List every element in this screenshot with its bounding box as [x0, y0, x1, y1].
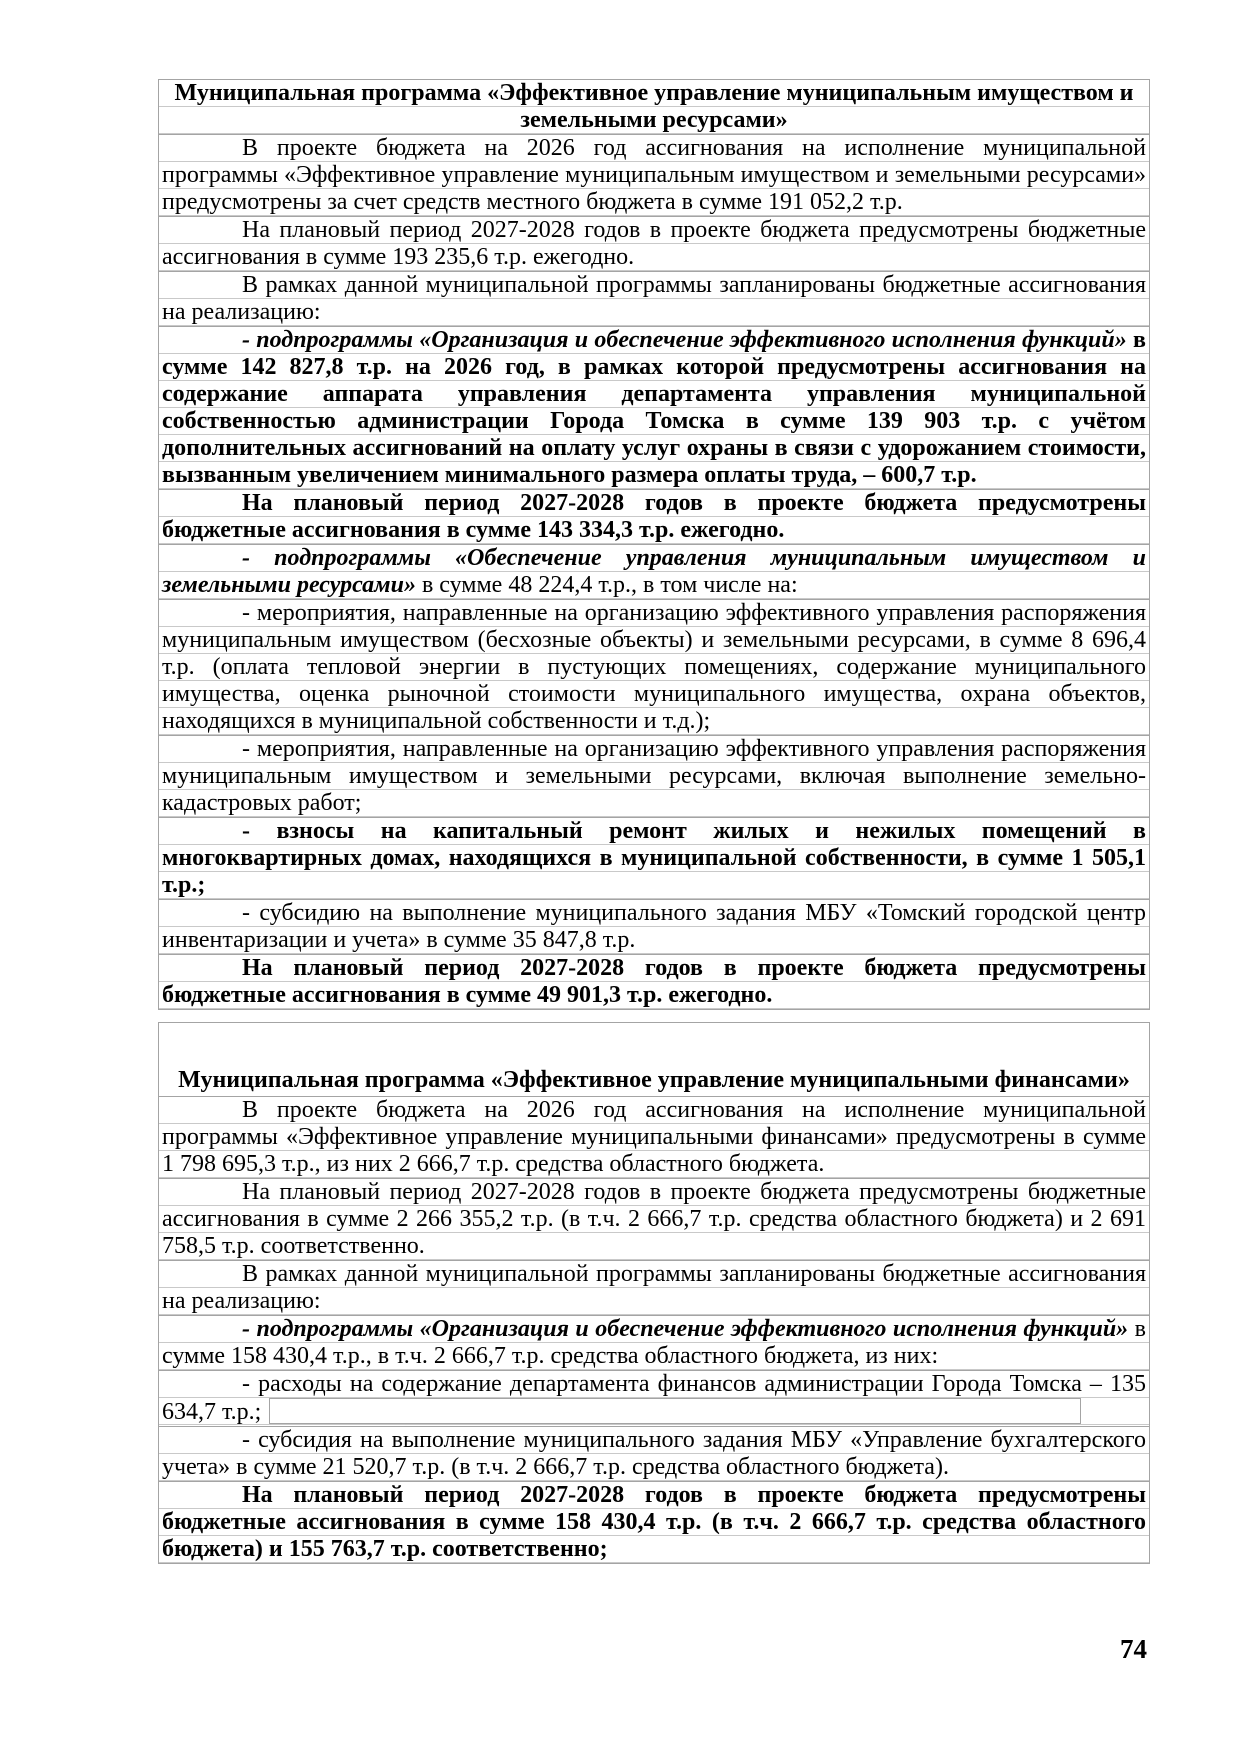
text-run: - субсидия на выполнение муниципального задания МБУ «Управление бухгалтерского учета» в сумме 21 520,7 т.р. (в т.ч. 2 666,7 т.р. средства областного бюджета).: [162, 1427, 1146, 1480]
paragraph: [158, 735, 1150, 818]
paragraph: [158, 489, 1150, 545]
paragraph: [158, 216, 1150, 272]
text-run: - расходы на содержание департамента финансов администрации Города Томска – 135 634,7 т.р.;: [162, 1371, 1146, 1425]
empty-textbox: [269, 1398, 1081, 1424]
section-paragraphs: [158, 134, 1150, 1010]
paragraph: [158, 1178, 1150, 1261]
document-content: [158, 80, 1150, 1564]
paragraph: [158, 326, 1150, 490]
text-run: - подпрограммы «Организация и обеспечение эффективного исполнения функций»: [242, 1316, 1129, 1342]
text-run: в сумме 48 224,4 т.р., в том числе на:: [415, 572, 798, 598]
text-run: На плановый период 2027-2028 годов в проекте бюджета предусмотрены бюджетные ассигнования в сумме 193 235,6 т.р. ежегодно.: [162, 217, 1146, 270]
paragraph: [158, 1315, 1150, 1371]
text-run: - взносы на капитальный ремонт жилых и нежилых помещений в многоквартирных домах, находящихся в муниципальной собственности, в сумме 1 505,1 т.р.;: [162, 818, 1146, 898]
paragraph: [158, 1426, 1150, 1482]
text-run: На плановый период 2027-2028 годов в проекте бюджета предусмотрены бюджетные ассигнования в сумме 158 430,4 т.р. (в т.ч. 2 666,7 т.р. средства областного бюджета) и 155 763,7 т.р. соответственно;: [162, 1482, 1146, 1562]
text-run: На плановый период 2027-2028 годов в проекте бюджета предусмотрены бюджетные ассигнования в сумме 49 901,3 т.р. ежегодно.: [162, 955, 1146, 1008]
paragraph: [158, 544, 1150, 600]
section-title: Муниципальная программа «Эффективное управление муниципальными финансами»: [158, 1022, 1150, 1097]
paragraph: [158, 1370, 1150, 1427]
paragraph: [158, 817, 1150, 900]
text-run: - субсидию на выполнение муниципального задания МБУ «Томский городской центр инвентаризации и учета» в сумме 35 847,8 т.р.: [162, 900, 1146, 953]
text-run: - мероприятия, направленные на организацию эффективного управления распоряжения муниципальным имуществом (бесхозные объекты) и земельными ресурсами, в сумме 8 696,4 т.р. (оплата тепловой энергии в пустующих помещениях, содержание муниципального имущества, оценка рыночной стоимости муниципального имущества, охрана объектов, находящихся в муниципальной собственности и т.д.);: [162, 600, 1146, 734]
section-municipal-property: [158, 79, 1150, 1010]
section-municipal-finance: [158, 1022, 1150, 1564]
section-paragraphs: [158, 1096, 1150, 1564]
paragraph: [158, 1260, 1150, 1316]
paragraph: [158, 899, 1150, 955]
text-run: На плановый период 2027-2028 годов в проекте бюджета предусмотрены бюджетные ассигнования в сумме 143 334,3 т.р. ежегодно.: [162, 490, 1146, 543]
text-run: в сумме 158 430,4 т.р., в т.ч. 2 666,7 т.р. средства областного бюджета, из них:: [162, 1316, 1146, 1369]
paragraph: [158, 271, 1150, 327]
paragraph: [158, 954, 1150, 1010]
paragraph: [158, 1481, 1150, 1564]
section-title: Муниципальная программа «Эффективное управление муниципальным имуществом и земельными ресурсами»: [158, 79, 1150, 135]
text-run: В рамках данной муниципальной программы запланированы бюджетные ассигнования на реализацию:: [162, 1261, 1146, 1314]
text-run: В рамках данной муниципальной программы запланированы бюджетные ассигнования на реализацию:: [162, 272, 1146, 325]
page-number: 74: [1120, 1634, 1147, 1664]
text-run: На плановый период 2027-2028 годов в проекте бюджета предусмотрены бюджетные ассигнования в сумме 2 266 355,2 т.р. (в т.ч. 2 666,7 т.р. средства областного бюджета) и 2 691 758,5 т.р. соответственно.: [162, 1179, 1146, 1259]
text-run: В проекте бюджета на 2026 год ассигнования на исполнение муниципальной программы «Эффективное управление муниципальными финансами» предусмотрены в сумме 1 798 695,3 т.р., из них 2 666,7 т.р. средства областного бюджета.: [162, 1097, 1146, 1177]
text-run: - мероприятия, направленные на организацию эффективного управления распоряжения муниципальным имуществом и земельными ресурсами, включая выполнение земельно-кадастровых работ;: [162, 736, 1146, 816]
paragraph: [158, 134, 1150, 217]
text-run: - подпрограммы «Организация и обеспечение эффективного исполнения функций»: [242, 327, 1127, 353]
text-run: в сумме 142 827,8 т.р. на 2026 год, в рамках которой предусмотрены ассигнования на содержание аппарата управления департамента управления муниципальной собственностью администрации Города Томска в сумме 139 903 т.р. с учётом дополнительных ассигнований на оплату услуг охраны в связи с удорожанием стоимости, вызванным увеличением минимального размера оплаты труда, – 600,7 т.р.: [162, 327, 1146, 488]
paragraph: [158, 599, 1150, 736]
text-run: В проекте бюджета на 2026 год ассигнования на исполнение муниципальной программы «Эффективное управление муниципальным имуществом и земельными ресурсами» предусмотрены за счет средств местного бюджета в сумме 191 052,2 т.р.: [162, 135, 1146, 215]
paragraph: [158, 1096, 1150, 1179]
text-run: - подпрограммы «Обеспечение управления муниципальным имуществом и земельными ресурсами»: [162, 545, 1146, 598]
